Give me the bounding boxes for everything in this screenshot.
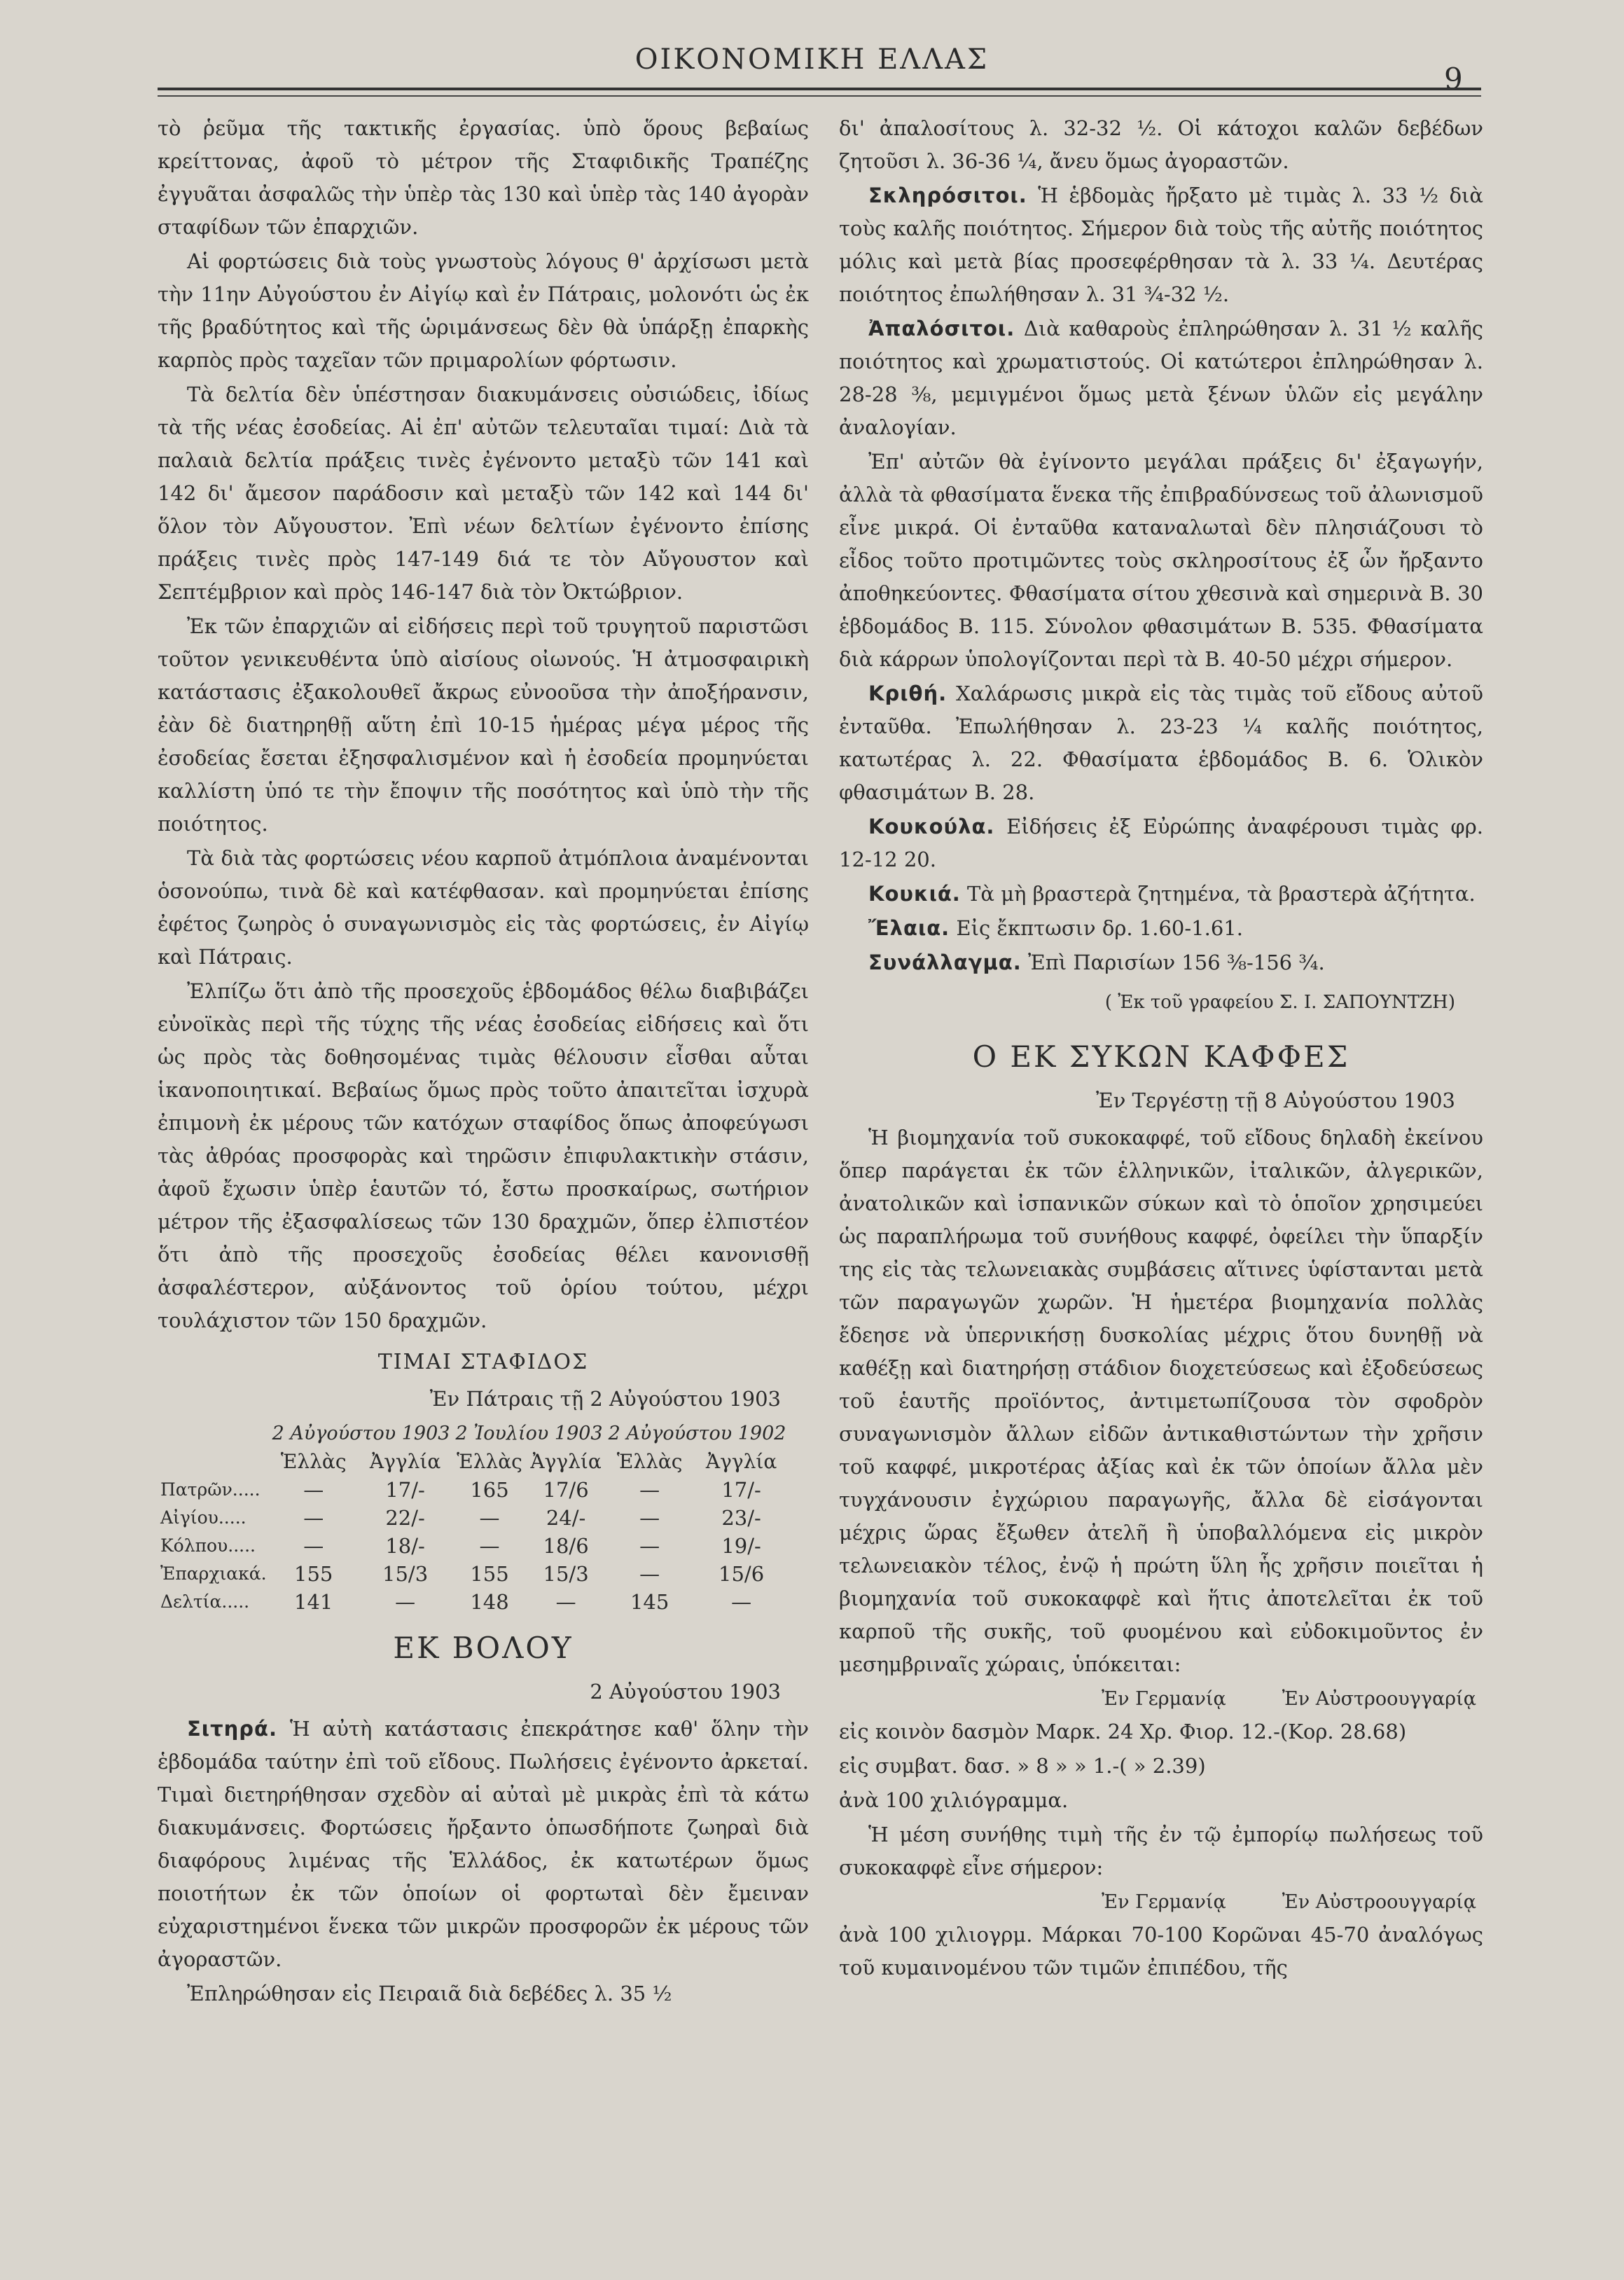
left-column [158, 112, 809, 2012]
table-cell: — [555, 1590, 576, 1614]
table-cell: 15/3 [382, 1562, 429, 1586]
section-heading-prices: ΤΙΜΑΙ ΣΤΑΦΙΔΟΣ [377, 1350, 589, 1374]
keyword-elaia: Ἔλαια. [868, 916, 950, 940]
paragraph-text: Ἐπὶ Παρισίων 156 ⅜-156 ¾. [1027, 951, 1325, 974]
section-heading-volos: ΕΚ ΒΟΛΟΥ [393, 1631, 574, 1665]
row-label: Αἰγίου..... [160, 1507, 247, 1528]
table-cell: — [479, 1534, 500, 1558]
paragraph: Ἡ μέση συνήθης τιμὴ τῆς ἐν τῷ ἐμπορίῳ πωλήσεως τοῦ συκοκαφφὲ εἶνε σήμερον: [839, 1823, 1483, 1879]
keyword-koukia: Κουκιά. [868, 882, 961, 906]
page-number: 9 [1444, 62, 1463, 96]
column-label: Ἐν Αὐστροουγγαρίᾳ [1282, 1891, 1476, 1913]
paragraph [839, 946, 1483, 979]
column-header: Ἀγγλία [369, 1450, 441, 1473]
paragraph: Ἐπληρώθησαν εἰς Πειραιᾶ διὰ δεβέδες λ. 35 ½ [187, 1982, 672, 2005]
paragraph: δι' ἀπαλοσίτους λ. 32-32 ½. Οἱ κάτοχοι καλῶν δεβέδων ζητοῦσι λ. 36-36 ¼, ἄνευ ὅμως ἀγοραστῶν. [839, 116, 1483, 173]
paragraph-text: Εἰς ἔκπτωσιν δρ. 1.60-1.61. [956, 916, 1243, 940]
duty-line: εἰς συμβατ. δασ. » 8 » » 1.-( » 2.39) [839, 1754, 1206, 1778]
table-header-row [158, 1448, 789, 1476]
row-label: Κόλπου..... [160, 1535, 256, 1556]
paragraph [839, 810, 1483, 876]
paragraph [839, 912, 1483, 945]
table-cell: 145 [630, 1590, 669, 1614]
paragraph-text: Ἡ αὐτὴ κατάστασις ἐπεκράτησε καθ' ὅλην τὴν ἑβδομάδα ταύτην ἐπὶ τοῦ εἴδους. Πωλήσεις ἐγένοντο ἀρκεταί. Τιμαὶ διετηρήθησαν σχεδὸν αἱ αὐταὶ μὲ μικρὰς ἐπὶ τὰ κάτω διακυμάνσεις. Φορτώσεις ἤρξαντο ὁπωσδήποτε ζωηραὶ διὰ διαφόρους λιμένας τῆς Ἑλλάδος, ἐκ κατωτέρων ὅμως ποιοτήτων ἐκ τῶν ὁποίων οἱ φορτωταὶ δὲν ἔμειναν εὐχαριστημένοι ἕνεκα τῶν μικρῶν προσφορῶν ἐκ μέρους τῶν ἀγοραστῶν. [158, 1717, 809, 1971]
paragraph-text: Χαλάρωσις μικρὰ εἰς τὰς τιμὰς τοῦ εἴδους αὐτοῦ ἐνταῦθα. Ἐπωλήθησαν λ. 23-23 ¼ καλῆς ποιότητος, κατωτέρας λ. 22. Φθασίματα ἑβδομάδος Β. 6. Ὁλικὸν φθασιμάτων Β. 28. [839, 682, 1483, 804]
paragraph-text: Τὰ μὴ βραστερὰ ζητημένα, τὰ βραστερὰ ἀζήτητα. [967, 882, 1476, 906]
table-cell: — [639, 1562, 660, 1586]
column-header: Ἀγγλία [705, 1450, 777, 1473]
table-cell: 148 [470, 1590, 509, 1614]
column-header: Ἀγγλία [530, 1450, 602, 1473]
paragraph: Τὰ δελτία δὲν ὑπέστησαν διακυμάνσεις οὐσιώδεις, ἰδίως τὰ τῆς νέας ἐσοδείας. Αἱ ἐπ' αὐτῶν τελευταῖαι τιμαί: Διὰ τὰ παλαιὰ δελτία πράξεις τινὲς ἐγένοντο μεταξὺ τῶν 141 καὶ 142 δι' ἄμεσον παράδοσιν καὶ μεταξὺ τῶν 142 καὶ 144 δι' ὅλον τὸν Αὔγουστον. Ἐπὶ νέων δελτίων ἐγένοντο ἐπίσης πράξεις τινὲς πρὸς 147-149 διά τε τὸν Αὔγουστον καὶ Σεπτέμβριον καὶ πρὸς 146-147 διὰ τὸν Ὀκτώβριον. [158, 382, 809, 604]
paragraph [839, 878, 1483, 911]
table-cell: 165 [470, 1478, 509, 1502]
column-header: Ἑλλὰς [457, 1450, 522, 1473]
paragraph: ἀνὰ 100 χιλιογρμ. Μάρκαι 70-100 Κορῶναι 45-70 ἀναλόγως τοῦ κυμαινομένου τῶν τιμῶν ἐπιπέδου, τῆς [839, 1923, 1483, 1980]
table-cell: 18/6 [543, 1534, 589, 1558]
table-date: 2 Αὐγούστου 1902 [608, 1423, 786, 1444]
table-cell: 22/- [385, 1506, 425, 1530]
prices-dateline: Ἐν Πάτραις τῇ 2 Αὐγούστου 1903 [429, 1387, 781, 1411]
paragraph: Τὰ διὰ τὰς φορτώσεις νέου καρποῦ ἀτμόπλοια ἀναμένονται ὁσονούπω, τινὰ δὲ καὶ κατέφθασαν. καὶ προμηνύεται ἐπίσης ἐφέτος ζωηρὸς ὁ συναγωνισμὸς εἰς τὰς φορτώσεις, ἐν Αἰγίῳ καὶ Πάτραις. [158, 846, 809, 969]
table-cell: 155 [470, 1562, 509, 1586]
duty-line: ἀνὰ 100 χιλιόγραμμα. [839, 1788, 1069, 1812]
keyword-sitira: Σιτηρά. [187, 1717, 277, 1741]
table-cell: 19/- [721, 1534, 761, 1558]
paragraph: Ἐπ' αὐτῶν θὰ ἐγίνοντο μεγάλαι πράξεις δι' ἐξαγωγήν, ἀλλὰ τὰ φθασίματα ἕνεκα τῆς ἐπιβραδύνσεως τοῦ ἀλωνισμοῦ εἶνε μικρά. Οἱ ἐνταῦθα καταναλωταὶ δὲν πλησιάζουσι τὸ εἶδος τοῦτο προτιμῶντες τοὺς σκληροσίτους ἐξ ὧν ἤρξαντο ἀποθηκεύοντες. Φθασίματα σίτου χθεσινὰ καὶ σημερινὰ Β. 30 ἑβδομάδος Β. 115. Σύνολον φθασιμάτων Β. 535. Φθασίματα διὰ κάρρων ὑπολογίζονται περὶ τὰ Β. 40-50 μέχρι σήμερον. [839, 450, 1483, 671]
table-date: 2 Ἰουλίου 1903 [455, 1423, 603, 1444]
keyword-apalositoi: Ἀπαλόσιτοι. [868, 317, 1015, 340]
keyword-koukoula: Κουκούλα. [868, 815, 995, 838]
table-cell: — [639, 1506, 660, 1530]
kafes-dateline: Ἐν Τεργέστῃ τῇ 8 Αὐγούστου 1903 [1095, 1089, 1455, 1112]
paragraph [839, 312, 1483, 444]
right-column [839, 112, 1483, 1986]
raisin-prices-table [158, 1420, 789, 1616]
column-header: Ἑλλὰς [280, 1450, 347, 1473]
paragraph-text: Διὰ καθαροὺς ἐπληρώθησαν λ. 31 ½ καλῆς ποιότητος καὶ χρωματιστούς. Οἱ κατώτεροι ἐπληρώθησαν λ. 28-28 ⅜, μεμιγμένοι ὅμως μετὰ ξένων ὑλῶν εἰς μεγάλην ἀναλογίαν. [839, 317, 1483, 439]
table-cell: — [731, 1590, 752, 1614]
row-label: Πατρῶν..... [160, 1479, 261, 1500]
table-date-row [158, 1420, 789, 1448]
header-rule-thick [158, 88, 1481, 90]
table-cell: 141 [294, 1590, 333, 1614]
column-label: Ἐν Αὐστροουγγαρίᾳ [1282, 1688, 1476, 1710]
table-cell: 15/3 [543, 1562, 589, 1586]
row-label: Δελτία..... [160, 1591, 250, 1612]
table-cell: — [395, 1590, 416, 1614]
table-cell: 17/- [385, 1478, 425, 1502]
paragraph [158, 1713, 809, 1976]
table-cell: 15/6 [719, 1562, 765, 1586]
table-row [158, 1588, 789, 1616]
paragraph [839, 179, 1483, 311]
table-row [158, 1476, 789, 1504]
volos-dateline: 2 Αὐγούστου 1903 [590, 1680, 781, 1704]
row-label: Ἐπαρχιακά. [160, 1563, 267, 1584]
table-cell: 18/- [385, 1534, 425, 1558]
paragraph: Ἡ βιομηχανία τοῦ συκοκαφφέ, τοῦ εἴδους δηλαδὴ ἐκείνου ὅπερ παράγεται ἐκ τῶν ἑλληνικῶν, ἰταλικῶν, ἀλγερικῶν, ἀνατολικῶν καὶ ἰσπανικῶν σύκων καὶ τὸ ὁποῖον χρησιμεύει ὡς παραπλήρωμα τοῦ συνήθους καφφέ, ὀφείλει τὴν ὕπαρξίν της εἰς τὰς τελωνειακὰς συμβάσεις αἵτινες ὑφίστανται μετὰ τῶν παραγωγῶν χωρῶν. Ἡ ἡμετέρα βιομηχανία πολλὰς ἔδεησε νὰ ὑπερνικήσῃ δυσκολίας μέχρις ὅτου δυνηθῇ νὰ καθέξῃ καὶ διατηρήσῃ στάδιον διοχετεύσεως καὶ ἐξοδεύσεως τοῦ ἑαυτῆς προϊόντος, ἀντιμετωπίζουσα τὸν σφοδρὸν συναγωνισμὸν ἄλλων εἰδῶν ἀντικαθιστώντων τὴν χρῆσιν τοῦ καφφέ, μικροτέρας ἀξίας καὶ ἐκ τῶν ὁποίων ἄλλα μὲν τυγχάνουσιν ἐγχώριου παραγωγῆς, ἄλλα δὲ εἰσάγονται μέχρις ὥρας ἔξωθεν ἀτελῆ ἢ ὑποβαλλόμενα εἰς μικρὸν τελωνειακὸν τέλος, ἐνῷ ἡ πρώτη ὕλη ἧς χρῆσιν ποιεῖται ἡ βιομηχανία τοῦ συκοκαφφὲ καὶ ἥτις ἀποτελεῖται ἐκ τοῦ καρποῦ τῆς συκῆς, τοῦ φυομένου καὶ εὐδοκιμοῦντος ἐν μεσημβριναῖς χώραις, ὑπόκειται: [839, 1126, 1483, 1676]
paragraph: τὸ ῥεῦμα τῆς τακτικῆς ἐργασίας. ὑπὸ ὅρους βεβαίως κρείττονας, ἀφοῦ τὸ μέτρον τῆς Σταφιδικῆς Τραπέζης ἐγγυᾶται ἀσφαλῶς τὴν ὑπὲρ τὰς 130 καὶ ὑπὲρ τὰς 140 ἀγορὰν σταφίδων τῶν ἐπαρχιῶν. [158, 116, 809, 239]
table-cell: — [303, 1506, 324, 1530]
table-cell: 24/- [546, 1506, 586, 1530]
table-cell: — [639, 1534, 660, 1558]
table-row [158, 1504, 789, 1532]
paragraph: Ἐκ τῶν ἐπαρχιῶν αἱ εἰδήσεις περὶ τοῦ τρυγητοῦ παριστῶσι τοῦτον γενικευθέντα ὑπὸ αἰσίους οἰωνούς. Ἡ ἀτμοσφαιρικὴ κατάστασις ἐξακολουθεῖ ἄκρως εὐνοοῦσα τὴν ἀποξήρανσιν, ἐὰν δὲ διατηρηθῇ αὕτη ἐπὶ 10-15 ἡμέρας μέγα μέρος τῆς ἐσοδείας ἔσεται ἐξησφαλισμένον καὶ ἡ ἐσοδεία προμηνύεται καλλίστη ὑπό τε τὴν ἔποψιν τῆς ποσότητος καὶ ὑπὸ τὴν τῆς ποιότητος. [158, 614, 809, 836]
table-cell: 17/- [721, 1478, 761, 1502]
keyword-sklirositoi: Σκληρόσιτοι. [868, 184, 1027, 207]
page-header-title: ΟΙΚΟΝΟΜΙΚΗ ΕΛΛΑΣ [634, 43, 990, 76]
paragraph [839, 677, 1483, 809]
column-header: Ἑλλὰς [616, 1450, 683, 1473]
paragraph: Αἱ φορτώσεις διὰ τοὺς γνωστοὺς λόγους θ' ἀρχίσωσι μετὰ τὴν 11ην Αὐγούστου ἐν Αἰγίῳ καὶ ἐν Πάτραις, μολονότι ὡς ἐκ τῆς βραδύτητος καὶ τῆς ὡριμάνσεως δὲν θὰ ὑπάρξῃ ἐπαρκὴς καρπὸς πρὸς ταχεῖαν τῶν πριμαρολίων φόρτωσιν. [158, 249, 809, 372]
table-row [158, 1560, 789, 1588]
duty-line: εἰς κοινὸν δασμὸν Μαρκ. 24 Χρ. Φιορ. 12.-(Κορ. 28.68) [839, 1720, 1407, 1743]
table-cell: 17/6 [543, 1478, 589, 1502]
table-cell: 23/- [721, 1506, 761, 1530]
column-label: Ἐν Γερμανίᾳ [1102, 1688, 1226, 1710]
paragraph-text: Ἡ ἑβδομὰς ἤρξατο μὲ τιμὰς λ. 33 ½ διὰ τοὺς καλῆς ποιότητος. Σήμερον διὰ τοὺς τῆς αὐτῆς ποιότητος μόλις καὶ μετὰ βίας προσεφέρθησαν τὰ λ. 33 ¼. Δευτέρας ποιότητος ἐπωλήθησαν λ. 31 ¾-32 ½. [839, 184, 1484, 306]
keyword-krithi: Κριθή. [868, 682, 948, 705]
country-columns [839, 1683, 1483, 1715]
paragraph-text: Εἰδήσεις ἐξ Εὐρώπης ἀναφέρουσι τιμὰς φρ. 12-12 20. [839, 815, 1483, 871]
table-cell: 155 [294, 1562, 333, 1586]
paragraph: Ἐλπίζω ὅτι ἀπὸ τῆς προσεχοῦς ἑβδομάδος θέλω διαβιβάζει εὐνοϊκὰς περὶ τῆς τύχης τῆς νέας ἐσοδείας εἰδήσεις καὶ ὅτι ὡς πρὸς τὰς δοθησομένας τιμὰς θέλουσιν εἶσθαι αὗται ἱκανοποιητικαί. Βεβαίως ὅμως πρὸς τοῦτο ἀπαιτεῖται ἰσχυρὰ ἐπιμονὴ ἐκ μέρους τῶν κατόχων σταφίδος ὅπως ἀποφεύγωσι τὰς ἀθρόας προσφορὰς καὶ τηρῶσιν ἐπιφυλακτικὴν στάσιν, ἀφοῦ ἔχωσιν ὑπὲρ ἑαυτῶν τό, ἔστω προσκαίρως, σωτήριον μέτρον τῆς ἐξασφαλίσεως τῶν 130 δραχμῶν, ὅπερ ἐλπιστέον ὅτι ἀπὸ τῆς προσεχοῦς ἐσοδείας θέλει κανονισθῇ ἀσφαλέστερον, αὐξάνοντος τοῦ ὁρίου τούτου, μέχρι τουλάχιστον τῶν 150 δραχμῶν. [158, 979, 809, 1332]
country-columns [839, 1886, 1483, 1919]
keyword-synallagma: Συνάλλαγμα. [868, 951, 1022, 974]
column-label: Ἐν Γερμανίᾳ [1102, 1891, 1226, 1913]
table-cell: — [303, 1534, 324, 1558]
table-cell: — [479, 1506, 500, 1530]
table-row [158, 1532, 789, 1560]
table-cell: — [639, 1478, 660, 1502]
header-rule-thin [158, 95, 1481, 97]
source-credit: ( Ἐκ τοῦ γραφείου Σ. Ι. ΣΑΠΟΥΝΤΖΗ) [1104, 992, 1455, 1013]
table-date: 2 Αὐγούστου 1903 [272, 1423, 450, 1444]
section-heading-kafes: Ο ΕΚ ΣΥΚΩΝ ΚΑΦΦΕΣ [972, 1039, 1350, 1074]
table-cell: — [303, 1478, 324, 1502]
